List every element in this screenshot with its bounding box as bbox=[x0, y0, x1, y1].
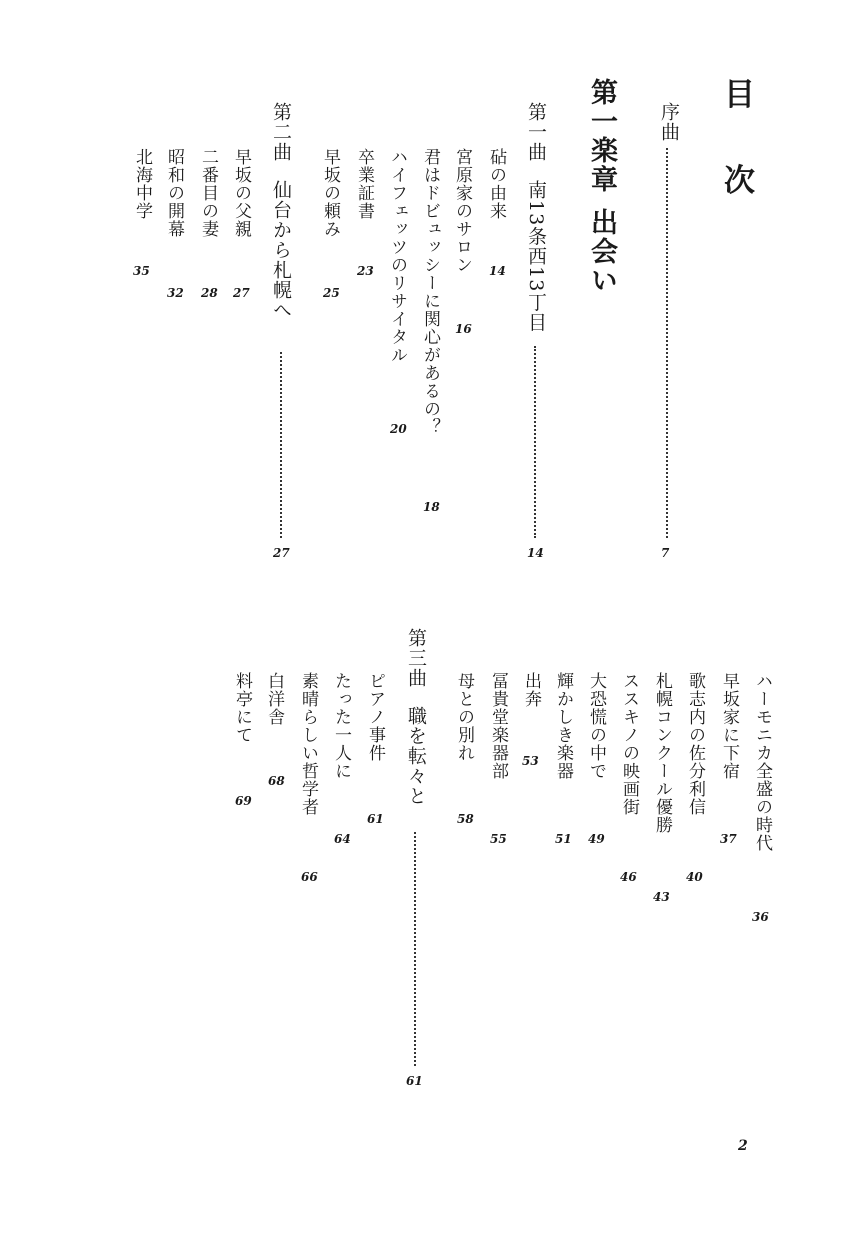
entry-page: 46 bbox=[620, 870, 637, 884]
entry-title[interactable]: たった一人に bbox=[331, 672, 351, 780]
prelude-label[interactable]: 序曲 bbox=[658, 102, 680, 142]
entry-title[interactable]: 歌志内の佐分利信 bbox=[685, 672, 705, 816]
entry-title[interactable]: 料亭にて bbox=[232, 672, 252, 744]
piece3-page: 61 bbox=[406, 1074, 423, 1088]
entry-title[interactable]: 母との別れ bbox=[454, 672, 474, 762]
entry-page: 69 bbox=[235, 794, 252, 808]
entry-title[interactable]: 大恐慌の中で bbox=[586, 672, 606, 780]
entry-page: 51 bbox=[555, 832, 572, 846]
toc-title-char-2: 次 bbox=[724, 163, 755, 199]
entry-page: 25 bbox=[323, 286, 340, 300]
piece2-leader bbox=[280, 352, 282, 538]
entry-title[interactable]: 二番目の妻 bbox=[198, 148, 218, 238]
toc-title-char-1: 目 bbox=[724, 77, 755, 113]
entry-title[interactable]: 卒業証書 bbox=[354, 148, 374, 220]
piece3-label[interactable]: 第三曲 bbox=[405, 628, 427, 688]
entry-title[interactable]: 昭和の開幕 bbox=[164, 148, 184, 238]
piece1-leader bbox=[534, 346, 536, 538]
piece2-subtitle[interactable]: 仙台から札幌へ bbox=[270, 180, 292, 320]
entry-title[interactable]: 冨貴堂楽器部 bbox=[488, 672, 508, 780]
entry-page: 64 bbox=[334, 832, 351, 846]
entry-title[interactable]: 早坂家に下宿 bbox=[719, 672, 739, 780]
piece1-label[interactable]: 第一曲 bbox=[525, 102, 547, 162]
entry-page: 18 bbox=[423, 500, 440, 514]
entry-title[interactable]: ピアノ事件 bbox=[365, 672, 385, 762]
entry-page: 58 bbox=[457, 812, 474, 826]
entry-title[interactable]: 宮原家のサロン bbox=[452, 148, 472, 274]
entry-title[interactable]: 早坂の頼み bbox=[320, 148, 340, 238]
entry-page: 61 bbox=[367, 812, 384, 826]
entry-page: 43 bbox=[653, 890, 670, 904]
piece2-label[interactable]: 第二曲 bbox=[270, 102, 292, 162]
movement1-label[interactable]: 第一楽章 bbox=[586, 78, 617, 194]
entry-page: 37 bbox=[720, 832, 737, 846]
entry-title[interactable]: 砧の由来 bbox=[486, 148, 506, 220]
entry-page: 68 bbox=[268, 774, 285, 788]
entry-page: 66 bbox=[301, 870, 318, 884]
entry-page: 20 bbox=[390, 422, 407, 436]
piece1-subtitle[interactable]: 南13条西13丁目 bbox=[525, 180, 547, 333]
entry-page: 32 bbox=[167, 286, 184, 300]
entry-page: 40 bbox=[686, 870, 703, 884]
entry-title[interactable]: 輝かしき楽器 bbox=[553, 672, 573, 780]
piece3-leader bbox=[414, 832, 416, 1066]
entry-page: 49 bbox=[588, 832, 605, 846]
entry-page: 23 bbox=[357, 264, 374, 278]
entry-title[interactable]: ハイフェッツのリサイタル bbox=[387, 148, 407, 364]
entry-title[interactable]: 素晴らしい哲学者 bbox=[298, 672, 318, 816]
entry-title[interactable]: 君はドビュッシーに関心があるの？ bbox=[420, 148, 440, 436]
entry-page: 16 bbox=[455, 322, 472, 336]
entry-page: 55 bbox=[490, 832, 507, 846]
entry-page: 35 bbox=[133, 264, 150, 278]
entry-page: 27 bbox=[233, 286, 250, 300]
entry-page: 14 bbox=[489, 264, 506, 278]
entry-title[interactable]: 札幌コンクール優勝 bbox=[652, 672, 672, 834]
entry-title[interactable]: 北海中学 bbox=[132, 148, 152, 220]
prelude-leader bbox=[666, 148, 668, 538]
entry-title[interactable]: 早坂の父親 bbox=[231, 148, 251, 238]
entry-title[interactable]: 白洋舎 bbox=[264, 672, 284, 726]
piece1-page: 14 bbox=[527, 546, 544, 560]
movement1-subtitle[interactable]: 出会い bbox=[586, 208, 617, 295]
entry-title[interactable]: ハーモニカ全盛の時代 bbox=[752, 672, 772, 852]
page-number: 2 bbox=[738, 1138, 748, 1154]
piece3-subtitle[interactable]: 職を転々と bbox=[405, 706, 427, 806]
entry-page: 28 bbox=[201, 286, 218, 300]
entry-page: 36 bbox=[752, 910, 769, 924]
entry-title[interactable]: 出奔 bbox=[521, 672, 541, 708]
entry-title[interactable]: ススキノの映画街 bbox=[619, 672, 639, 816]
prelude-page: 7 bbox=[661, 546, 670, 560]
entry-page: 53 bbox=[522, 754, 539, 768]
piece2-page: 27 bbox=[273, 546, 290, 560]
